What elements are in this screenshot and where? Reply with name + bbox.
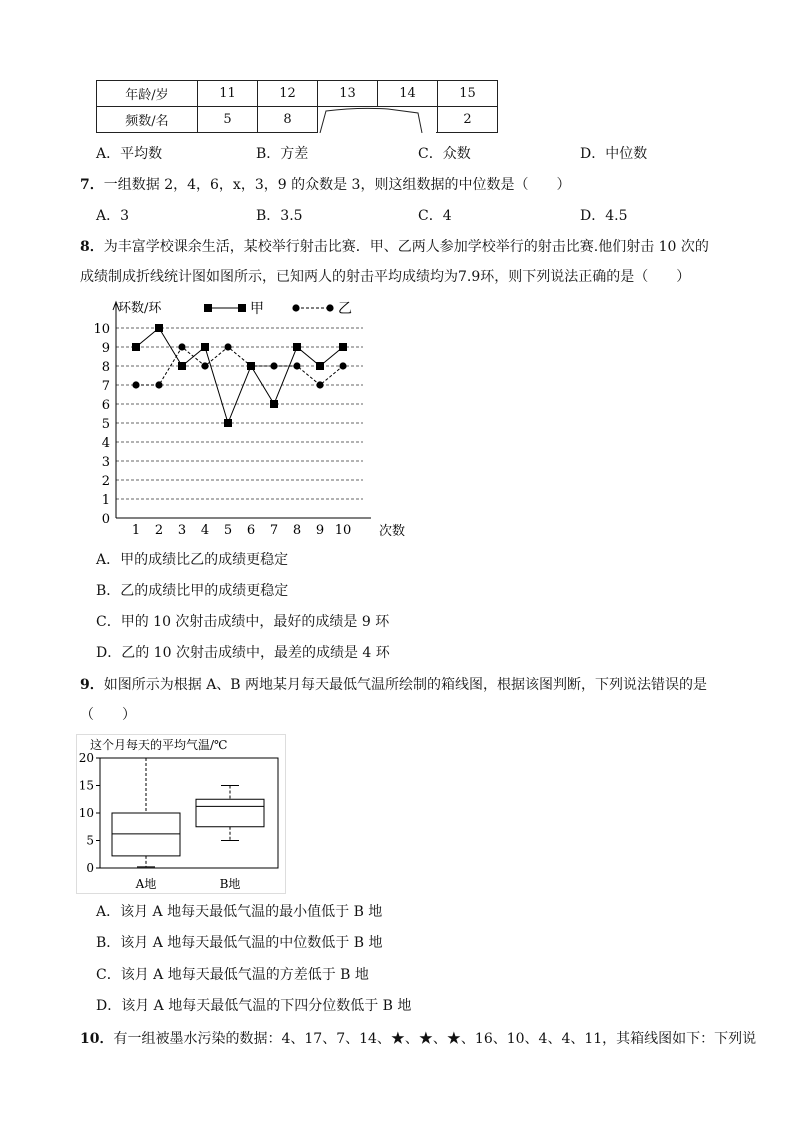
q9-option-a: A．该月 A 地每天最低气温的最小值低于 B 地 — [96, 904, 383, 920]
question-number: 7． — [80, 177, 104, 193]
q7-option-a: A．3 — [96, 208, 130, 224]
table-cell: 15 — [438, 81, 498, 107]
table-row — [97, 81, 498, 107]
category-label: B地 — [219, 877, 241, 891]
data-point-yi — [224, 343, 231, 350]
category-label: A地 — [135, 877, 157, 891]
q7-option-b: B．3.5 — [256, 208, 303, 224]
q8-option-d: D．乙的 10 次射击成绩中，最差的成绩是 4 环 — [96, 645, 390, 661]
shooting-line-chart — [90, 296, 420, 546]
q10-stem — [80, 1030, 756, 1048]
box-b — [196, 799, 264, 827]
q6-option-b: B．方差 — [256, 146, 309, 162]
table-cell: 14 — [378, 81, 438, 107]
x-tick-label: 10 — [334, 523, 352, 538]
x-axis-label: 次数 — [379, 524, 406, 539]
data-point-jia — [293, 343, 301, 351]
y-tick-label: 10 — [93, 322, 110, 337]
q9-stem-line1 — [80, 676, 707, 694]
table-cell: 8 — [258, 107, 318, 133]
y-tick-label: 4 — [101, 436, 110, 451]
box-a — [112, 813, 180, 856]
data-point-yi — [293, 362, 300, 369]
data-point-jia — [339, 343, 347, 351]
q6-option-d: D．中位数 — [580, 146, 648, 162]
row-label-age: 年龄/岁 — [97, 81, 198, 107]
data-point-yi — [155, 381, 162, 388]
data-point-yi — [201, 362, 208, 369]
data-point-yi — [178, 343, 185, 350]
ink-blot-cell — [318, 107, 438, 133]
x-tick-label: 7 — [269, 523, 279, 538]
y-tick-label: 9 — [101, 341, 110, 356]
q6-option-a: A．平均数 — [96, 146, 163, 162]
y-tick-label: 8 — [101, 360, 110, 375]
x-tick-label: 4 — [200, 523, 210, 538]
data-point-jia — [132, 343, 140, 351]
q7-option-c: C．4 — [418, 208, 452, 224]
question-number: 8． — [80, 239, 104, 255]
y-tick-label: 7 — [101, 379, 110, 394]
y-tick-label: 10 — [78, 806, 94, 820]
legend-marker-yi — [326, 304, 333, 311]
y-tick-label: 15 — [78, 778, 94, 793]
x-tick-label: 6 — [246, 523, 256, 538]
data-point-jia — [201, 343, 209, 351]
q8-option-c: C．甲的 10 次射击成绩中，最好的成绩是 9 环 — [96, 614, 390, 630]
q8-option-a: A．甲的成绩比乙的成绩更稳定 — [96, 552, 289, 568]
y-tick-label: 6 — [101, 398, 110, 413]
q8-option-b: B．乙的成绩比甲的成绩更稳定 — [96, 583, 289, 599]
question-number: 10． — [80, 1031, 114, 1047]
y-tick-label: 3 — [101, 455, 110, 470]
x-tick-label: 5 — [223, 523, 233, 538]
q9-option-c: C．该月 A 地每天最低气温的方差低于 B 地 — [96, 967, 369, 983]
row-label-count: 频数/名 — [97, 107, 198, 133]
data-point-yi — [132, 381, 139, 388]
data-point-jia — [155, 324, 163, 332]
table-cell: 11 — [198, 81, 258, 107]
table-cell: 5 — [198, 107, 258, 133]
legend-marker-yi — [292, 304, 299, 311]
question-text: 为丰富学校课余生活，某校举行射击比赛．甲、乙两人参加学校举行的射击比赛.他们射击 10 次的 — [103, 239, 709, 255]
q6-option-c: C．众数 — [418, 146, 471, 162]
data-point-yi — [316, 381, 323, 388]
series-line-jia — [136, 328, 343, 423]
frequency-table — [96, 80, 498, 133]
y-tick-label: 20 — [78, 751, 94, 765]
x-tick-label: 8 — [292, 523, 302, 538]
y-axis-label: 环数/环 — [118, 301, 162, 316]
y-tick-label: 2 — [101, 474, 110, 489]
legend-marker-jia — [238, 304, 246, 312]
y-tick-label: 5 — [101, 417, 110, 432]
q7-option-d: D．4.5 — [580, 208, 628, 224]
legend-label-jia: 甲 — [250, 301, 264, 317]
q9-option-d: D．该月 A 地每天最低气温的下四分位数低于 B 地 — [96, 998, 412, 1014]
y-tick-label: 5 — [86, 833, 94, 848]
x-tick-label: 1 — [131, 523, 141, 538]
legend-label-yi: 乙 — [338, 301, 352, 317]
ink-stain-shape — [318, 107, 436, 133]
question-number: 9． — [80, 677, 104, 693]
q7-stem — [80, 176, 570, 194]
q8-stem-line2: 成绩制成折线统计图如图所示，已知两人的射击平均成绩均为7.9环，则下列说法正确的是（ ） — [80, 269, 691, 285]
temperature-box-plot — [76, 734, 286, 894]
data-point-jia — [178, 362, 186, 370]
table-cell: 2 — [438, 107, 498, 133]
data-point-jia — [316, 362, 324, 370]
table-row — [97, 107, 498, 133]
legend-marker-jia — [204, 304, 212, 312]
chart-title: 这个月每天的平均气温/℃ — [90, 738, 228, 752]
table-cell: 13 — [318, 81, 378, 107]
data-point-jia — [270, 400, 278, 408]
q9-option-b: B．该月 A 地每天最低气温的中位数低于 B 地 — [96, 935, 383, 951]
x-tick-label: 9 — [315, 523, 325, 538]
y-tick-label: 1 — [101, 493, 110, 508]
x-tick-label: 3 — [177, 523, 187, 538]
question-text: 有一组被墨水污染的数据：4、17、7、14、★、★、★、16、10、4、4、11，其箱线图如下：下列说 — [113, 1031, 757, 1047]
data-point-jia — [224, 419, 232, 427]
q9-stem-line2: （ ） — [80, 707, 136, 723]
question-text: 一组数据 2，4，6，x，3，9 的众数是 3，则这组数据的中位数是（ ） — [103, 177, 571, 193]
q8-stem-line1 — [80, 238, 709, 256]
table-cell: 12 — [258, 81, 318, 107]
data-point-yi — [270, 362, 277, 369]
y-tick-label: 0 — [86, 861, 94, 875]
y-tick-label: 0 — [101, 512, 110, 527]
x-tick-label: 2 — [154, 523, 164, 538]
question-text: 如图所示为根据 A、B 两地某月每天最低气温所绘制的箱线图，根据该图判断，下列说法错误的是 — [103, 677, 708, 693]
data-point-jia — [247, 362, 255, 370]
data-point-yi — [339, 362, 346, 369]
